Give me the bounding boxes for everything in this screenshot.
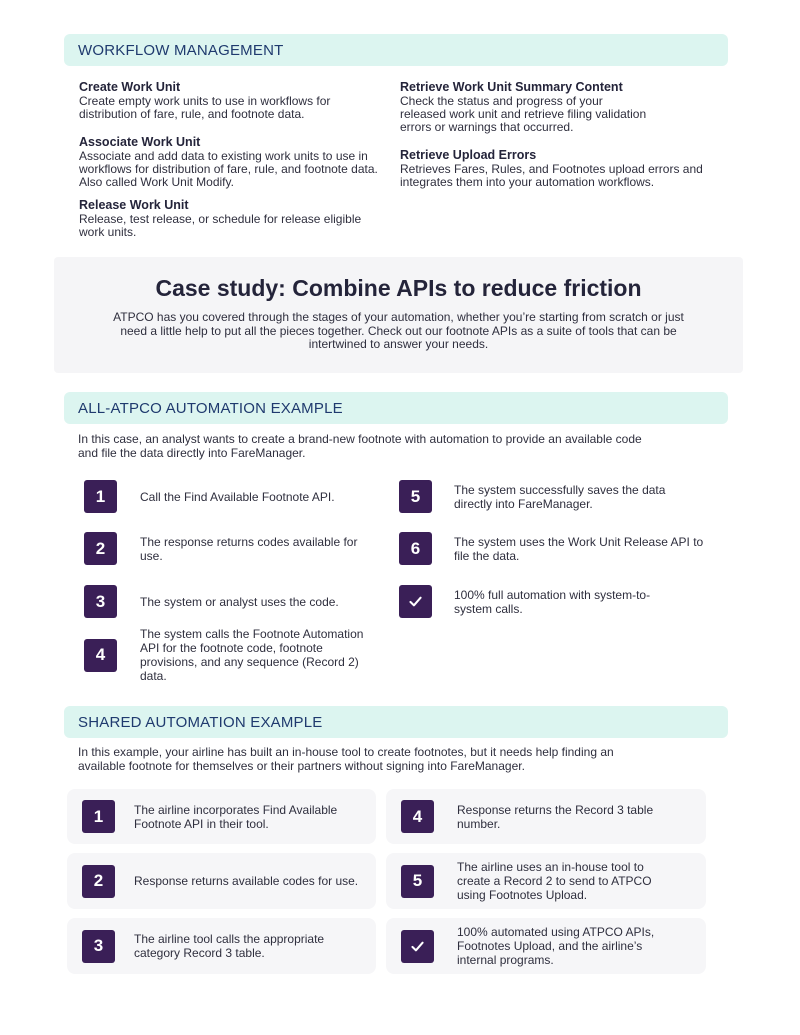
step-text: The system successfully saves the data directly into FareManager.	[454, 482, 666, 511]
item-desc: Release, test release, or schedule for release eligible work units.	[79, 212, 362, 239]
step-text: The airline tool calls the appropriate category Record 3 table.	[134, 932, 325, 960]
step-number-badge: 3	[84, 585, 117, 618]
item-desc: Create empty work units to use in workflows for distribution of fare, rule, and footnote data.	[79, 94, 331, 121]
step-number-badge: 4	[84, 639, 117, 672]
all-atpco-header: ALL-ATPCO AUTOMATION EXAMPLE	[64, 392, 728, 424]
step-number-badge: 1	[84, 480, 117, 513]
shared-automation-header: SHARED AUTOMATION EXAMPLE	[64, 706, 728, 738]
shared-intro: In this example, your airline has built an in-house tool to create footnotes, but it needs help finding an available footnote for themselves or their partners without signing into FareManager.	[78, 745, 614, 773]
atpco-step-complete	[399, 585, 654, 618]
step-text: 100% full automation with system-to-system calls.	[454, 587, 651, 616]
atpco-step-2	[84, 532, 360, 565]
shared-step-4	[386, 789, 706, 844]
case-study-panel	[54, 257, 743, 373]
step-number-badge: 5	[399, 480, 432, 513]
atpco-step-6	[399, 532, 704, 565]
item-title: Retrieve Work Unit Summary Content	[400, 80, 623, 94]
step-text: Call the Find Available Footnote API.	[140, 489, 335, 504]
item-desc: Associate and add data to existing work units to use in workflows for distribution of fare, rule, and footnote data. Also called Work Unit Modify.	[79, 149, 378, 189]
checkmark-icon	[401, 930, 434, 963]
atpco-step-4	[84, 627, 365, 683]
case-study-body: ATPCO has you covered through the stages of your automation, whether you’re starting from scratch or just need a little help to put all the pieces together. Check out our footnote APIs as a suite of tools that can be intertwined to answer your needs.	[113, 310, 684, 351]
step-text: The system calls the Footnote Automation API for the footnote code, footnote provisions, and any sequence (Record 2) data.	[140, 627, 364, 683]
step-text: Response returns the Record 3 table number.	[457, 802, 654, 831]
step-number-badge: 2	[84, 532, 117, 565]
step-text: The system uses the Work Unit Release API to file the data.	[454, 534, 704, 563]
retrieve-upload-errors-item	[400, 149, 720, 189]
atpco-step-1	[84, 480, 360, 513]
item-desc: Check the status and progress of your released work unit and retrieve filing validation errors or warnings that occurred.	[400, 94, 647, 134]
associate-work-unit-item	[79, 136, 384, 189]
item-title: Release Work Unit	[79, 198, 189, 212]
step-text: The airline incorporates Find Available Footnote API in their tool.	[134, 802, 338, 831]
shared-step-3	[67, 918, 376, 974]
step-text: The airline uses an in-house tool to create a Record 2 to send to ATPCO using Footnotes Upload.	[457, 860, 652, 902]
step-number-badge: 4	[401, 800, 434, 833]
item-title: Associate Work Unit	[79, 135, 201, 149]
release-work-unit-item	[79, 199, 379, 239]
retrieve-summary-item	[400, 81, 650, 134]
step-text: The response returns codes available for use.	[140, 534, 358, 563]
shared-step-1	[67, 789, 376, 844]
step-number-badge: 6	[399, 532, 432, 565]
create-work-unit-item	[79, 81, 379, 121]
all-atpco-intro: In this case, an analyst wants to create a brand-new footnote with automation to provide an available code and file the data directly into FareManager.	[78, 432, 642, 460]
case-study-title: Case study: Combine APIs to reduce friction	[155, 275, 642, 301]
workflow-management-header: WORKFLOW MANAGEMENT	[64, 34, 728, 66]
step-number-badge: 5	[401, 865, 434, 898]
step-number-badge: 1	[82, 800, 115, 833]
step-text: 100% automated using ATPCO APIs, Footnotes Upload, and the airline’s internal programs.	[457, 925, 655, 967]
item-desc: Retrieves Fares, Rules, and Footnotes upload errors and integrates them into your automation workflows.	[400, 162, 703, 189]
shared-step-5	[386, 853, 706, 909]
checkmark-icon	[399, 585, 432, 618]
step-text: The system or analyst uses the code.	[140, 594, 339, 609]
shared-step-2	[67, 853, 376, 909]
shared-step-complete	[386, 918, 706, 974]
item-title: Retrieve Upload Errors	[400, 148, 537, 162]
step-number-badge: 3	[82, 930, 115, 963]
step-text: Response returns available codes for use.	[134, 874, 359, 888]
step-number-badge: 2	[82, 865, 115, 898]
atpco-step-3	[84, 585, 360, 618]
atpco-step-5	[399, 480, 704, 513]
item-title: Create Work Unit	[79, 80, 181, 94]
